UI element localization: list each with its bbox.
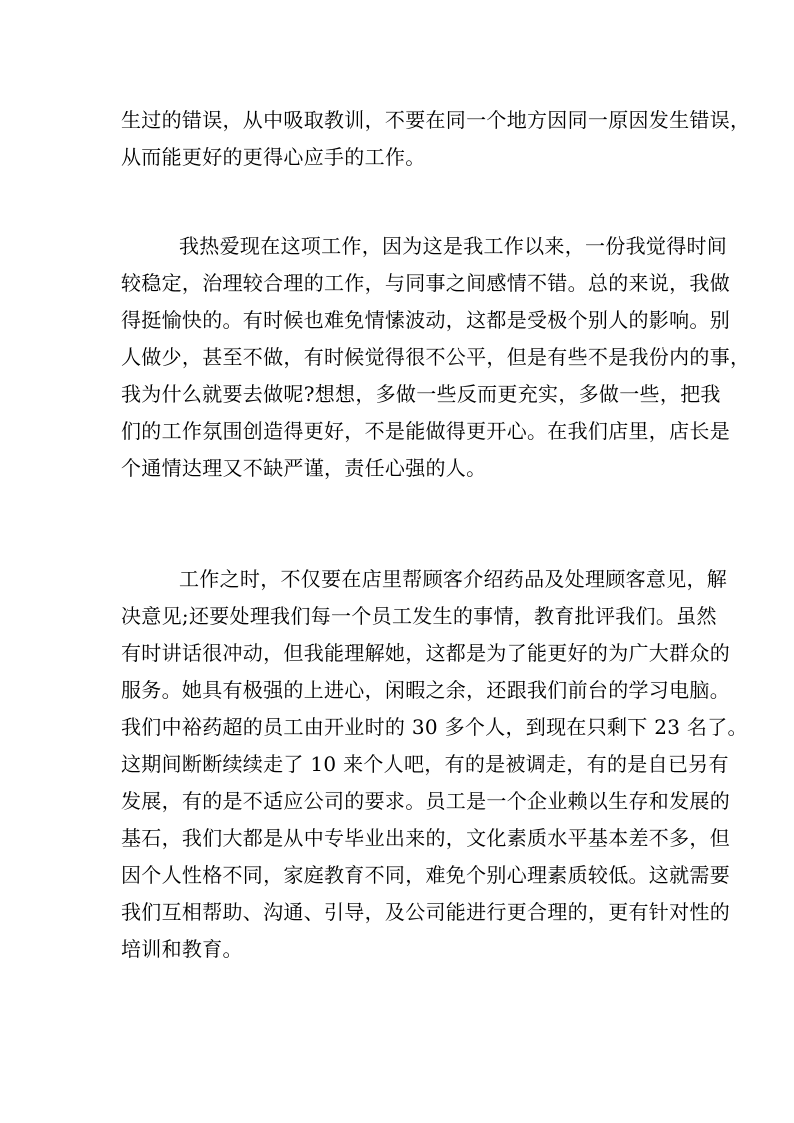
paragraph-2-line-3: 得挺愉快的。有时候也难免情愫波动，这都是受极个别人的影响。别 bbox=[121, 308, 730, 332]
paragraph-3-line-4: 服务。她具有极强的上进心，闲暇之余，还跟我们前台的学习电脑。 bbox=[121, 678, 730, 702]
paragraph-2-line-4: 人做少，甚至不做，有时候觉得很不公平，但是有些不是我份内的事， bbox=[121, 345, 751, 369]
paragraph-3-line-2: 决意见;还要处理我们每一个员工发生的事情，教育批评我们。虽然 bbox=[121, 604, 717, 628]
paragraph-1-line-2: 从而能更好的更得心应手的工作。 bbox=[121, 145, 426, 169]
paragraph-3-line-11: 培训和教育。 bbox=[121, 937, 243, 961]
paragraph-3-line-6: 这期间断断续续走了 10 来个人吧，有的是被调走，有的是自已另有 bbox=[121, 752, 729, 776]
paragraph-2-line-2: 较稳定，治理较合理的工作，与同事之间感情不错。总的来说，我做 bbox=[121, 271, 730, 295]
paragraph-2-line-7: 个通情达理又不缺严谨，责任心强的人。 bbox=[121, 456, 487, 480]
paragraph-2-line-6: 们的工作氛围创造得更好，不是能做得更开心。在我们店里，店长是 bbox=[121, 419, 730, 443]
paragraph-2-line-5: 我为什么就要去做呢?想想，多做一些反而更充实，多做一些，把我 bbox=[121, 382, 721, 406]
paragraph-3-line-7: 发展，有的是不适应公司的要求。员工是一个企业赖以生存和发展的 bbox=[121, 789, 730, 813]
paragraph-3-line-10: 我们互相帮助、沟通、引导，及公司能进行更合理的，更有针对性的 bbox=[121, 900, 730, 924]
paragraph-3-line-1: 工作之时，不仅要在店里帮顾客介绍药品及处理顾客意见，解 bbox=[179, 567, 728, 591]
paragraph-3-line-8: 基石，我们大都是从中专毕业出来的，文化素质水平基本差不多，但 bbox=[121, 826, 730, 850]
paragraph-3-line-9: 因个人性格不同，家庭教育不同，难免个别心理素质较低。这就需要 bbox=[121, 863, 730, 887]
paragraph-3-line-3: 有时讲话很冲动，但我能理解她，这都是为了能更好的为广大群众的 bbox=[121, 641, 730, 665]
paragraph-1-line-1: 生过的错误，从中吸取教训，不要在同一个地方因同一原因发生错误， bbox=[121, 108, 751, 132]
paragraph-2-line-1: 我热爱现在这项工作，因为这是我工作以来，一份我觉得时间 bbox=[179, 234, 728, 258]
paragraph-3-line-5: 我们中裕药超的员工由开业时的 30 多个人，到现在只剩下 23 名了。 bbox=[121, 715, 748, 739]
